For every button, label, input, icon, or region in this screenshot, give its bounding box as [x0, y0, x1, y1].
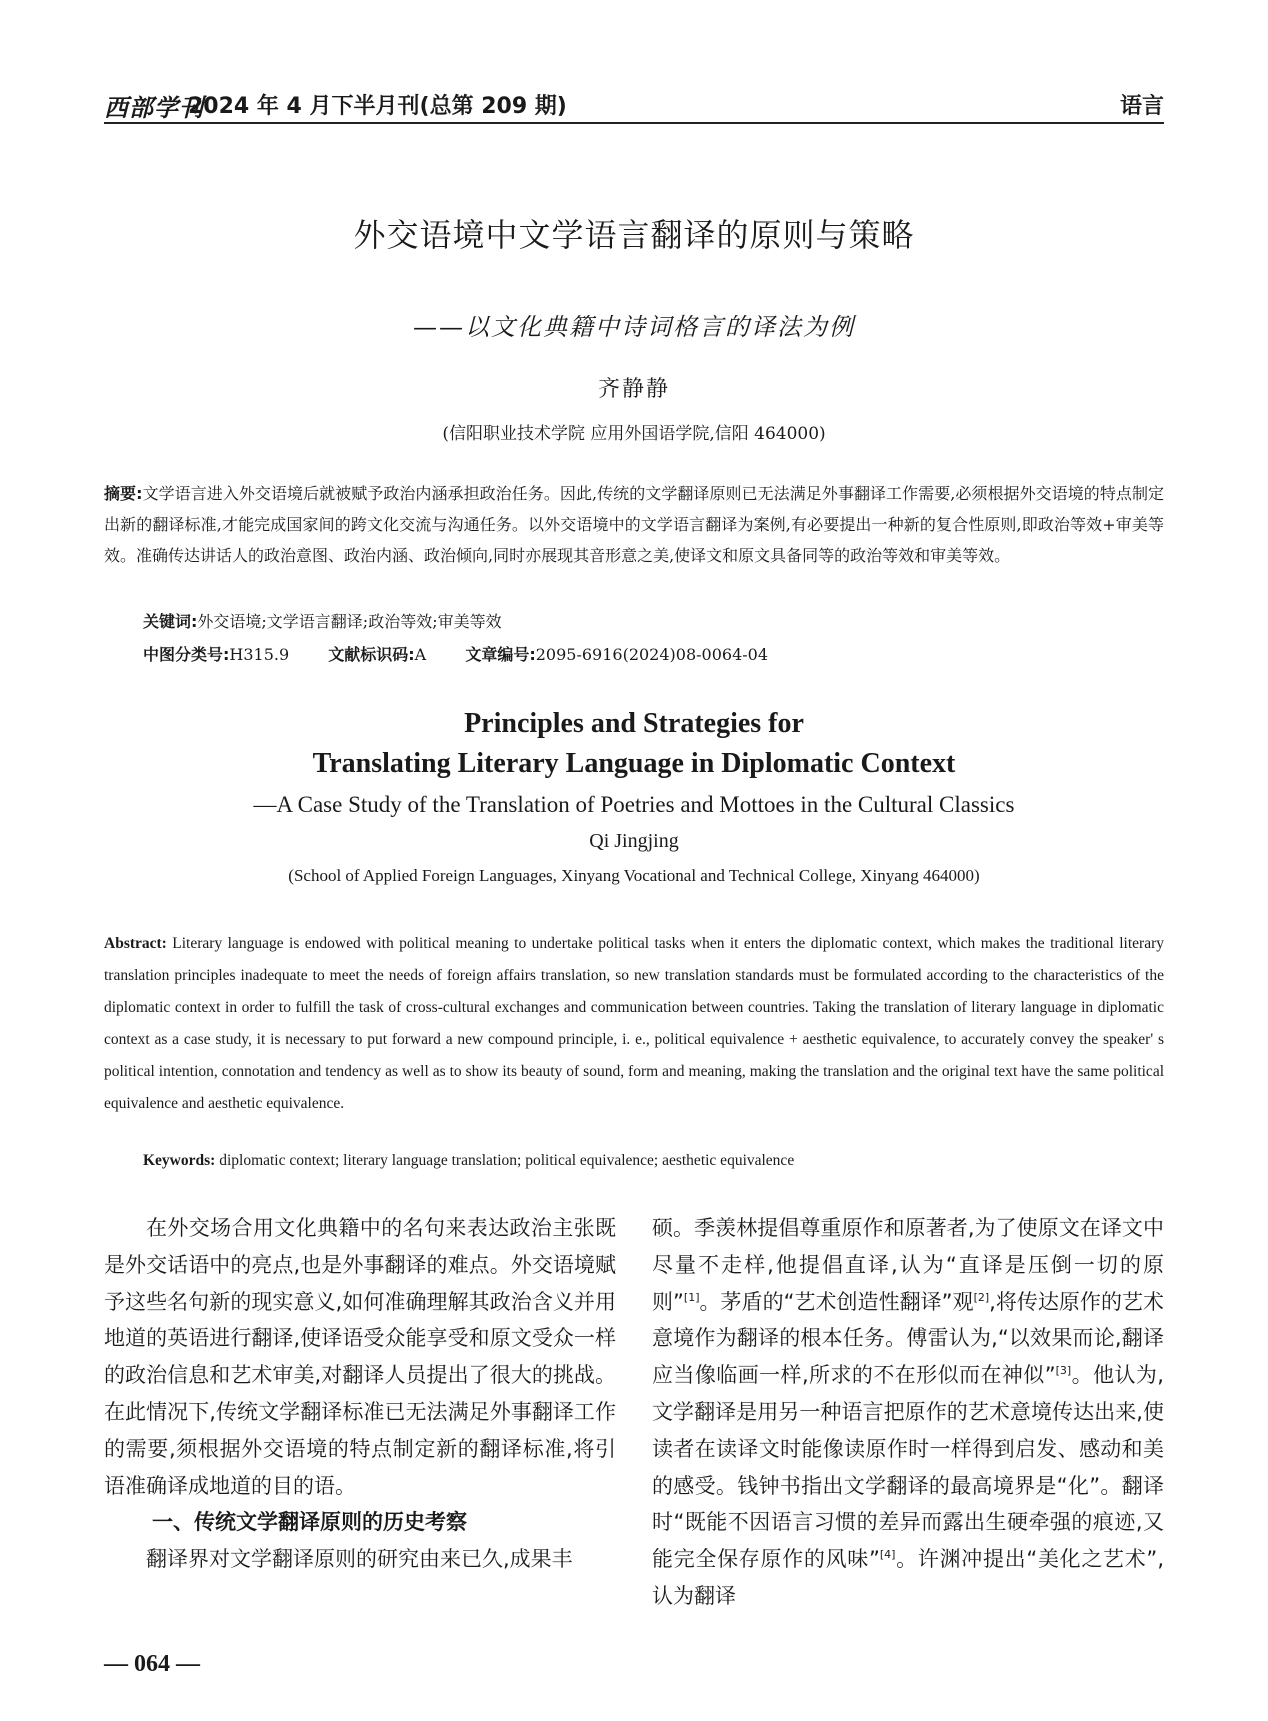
keywords-zh: [143, 609, 502, 632]
body-text-segment: 。茅盾的“艺术创造性翻译”观: [699, 1289, 974, 1314]
body-column-right: [652, 1210, 1164, 1615]
body-column-left: [104, 1210, 616, 1578]
author-zh: 齐静静: [597, 377, 670, 402]
body-text-segment: 。他认为,文学翻译是用另一种语言把原作的艺术意境传达出来,使读者在读译文时能像读原作时一样得到启发、感动和美的感受。钱钟书指出文学翻译的最高境界是“化”。翻译时“既能不因语言习惯的差异而露出生硬牵强的痕迹,又能完全保存原作的风味”: [652, 1363, 1164, 1572]
citation-3: [3]: [1055, 1364, 1072, 1378]
keywords-en-text: diplomatic context; literary language translation; political equivalence; aesthetic equivalence: [219, 1152, 795, 1169]
article-number-value: 2095-6916(2024)08-0064-04: [535, 645, 769, 664]
abstract-en-label: Abstract:: [104, 935, 167, 952]
subtitle-zh: ——以文化典籍中诗词格言的译法为例: [413, 313, 855, 341]
clc-value: H315.9: [229, 645, 290, 664]
doc-code-label: 文献标识码:: [328, 645, 415, 664]
clc-label: 中图分类号:: [143, 645, 230, 664]
doc-code-value: A: [414, 645, 427, 664]
abstract-en: [104, 928, 1164, 1120]
article-number-label: 文章编号:: [465, 645, 536, 664]
keywords-en-label: Keywords:: [143, 1152, 216, 1169]
affiliation-zh: (信阳职业技术学院 应用外国语学院,信阳 464000): [442, 424, 826, 444]
abstract-zh-label: 摘要:: [104, 484, 143, 503]
body-text-segment: 。许渊冲提出“美化之艺术”,认为翻译: [652, 1547, 1164, 1608]
running-header: [104, 88, 1164, 124]
author-en: Qi Jingjing: [589, 830, 679, 852]
keywords-en: [143, 1152, 794, 1170]
issue-info: 2024 年 4 月下半月刊(总第 209 期): [188, 94, 567, 119]
body-text-segment: 硕。季羡林提倡尊重原作和原著者,为了使原文在译文中尽量不走样,他提倡直译,认为“直译是压倒一切的原则”: [652, 1216, 1164, 1314]
keywords-zh-label: 关键词:: [143, 612, 198, 631]
citation-1: [1]: [683, 1290, 700, 1304]
keywords-zh-text: 外交语境;文学语言翻译;政治等效;审美等效: [197, 612, 502, 631]
section-1-paragraph-start: 翻译界对文学翻译原则的研究由来已久,成果丰: [146, 1547, 573, 1572]
title-zh: 外交语境中文学语言翻译的原则与策略: [353, 216, 915, 254]
title-en-line2: Translating Literary Language in Diplomatic Context: [312, 748, 956, 779]
intro-paragraph: 在外交场合用文化典籍中的名句来表达政治主张既是外交话语中的亮点,也是外事翻译的难点。外交语境赋予这些名句新的现实意义,如何准确理解其政治含义并用地道的英语进行翻译,使译语受众能享受和原文受众一样的政治信息和艺术审美,对翻译人员提出了很大的挑战。在此情况下,传统文学翻译标准已无法满足外事翻译工作的需要,须根据外交语境的特点制定新的翻译标准,将引语准确译成地道的目的语。: [104, 1216, 616, 1498]
section-name: 语言: [1119, 94, 1164, 119]
classification-info: [143, 642, 802, 665]
affiliation-en: (School of Applied Foreign Languages, Xinyang Vocational and Technical College, Xinyang 464000): [288, 866, 980, 885]
subtitle-en: —A Case Study of the Translation of Poetries and Mottoes in the Cultural Classics: [253, 792, 1015, 817]
page-number: — 064 —: [104, 1651, 200, 1677]
abstract-zh-text: 文学语言进入外交语境后就被赋予政治内涵承担政治任务。因此,传统的文学翻译原则已无法满足外事翻译工作需要,必须根据外交语境的特点制定出新的翻译标准,才能完成国家间的跨文化交流与沟通任务。以外交语境中的文学语言翻译为案例,有必要提出一种新的复合性原则,即政治等效+审美等效。准确传达讲话人的政治意图、政治内涵、政治倾向,同时亦展现其音形意之美,使译文和原文具备同等的政治等效和审美等效。: [104, 484, 1164, 565]
citation-2: [2]: [973, 1290, 990, 1304]
journal-logo: 西部学刊: [104, 93, 204, 122]
abstract-zh: [104, 478, 1164, 571]
body-text-segment: ,将传达原作的艺术意境作为翻译的根本任务。傅雷认为,“以效果而论,翻译应当像临画一样,所求的不在形似而在神似”: [652, 1289, 1164, 1388]
section-1-paragraph-continued: [652, 1210, 1164, 1615]
citation-4: [4]: [879, 1548, 896, 1562]
abstract-en-text: Literary language is endowed with political meaning to undertake political tasks when it enters the diplomatic context, which makes the traditional literary translation principles inadequate to meet the needs of foreign affairs translation, so new translation standards must be formulated according to the characteristics of the diplomatic context in order to fulfill the task of cross-cultural exchanges and communication between countries. Taking the translation of literary language in diplomatic context as a case study, it is necessary to put forward a new compound principle, i. e., political equivalence + aesthetic equivalence, to accurately convey the speaker' s political intention, connotation and tendency as well as to show its beauty of sound, form and meaning, making the translation and the original text have the same political equivalence and aesthetic equivalence.: [104, 935, 1164, 1112]
title-en-line1: Principles and Strategies for: [464, 708, 804, 739]
section-heading-1: 一、传统文学翻译原则的历史考察: [152, 1510, 467, 1535]
